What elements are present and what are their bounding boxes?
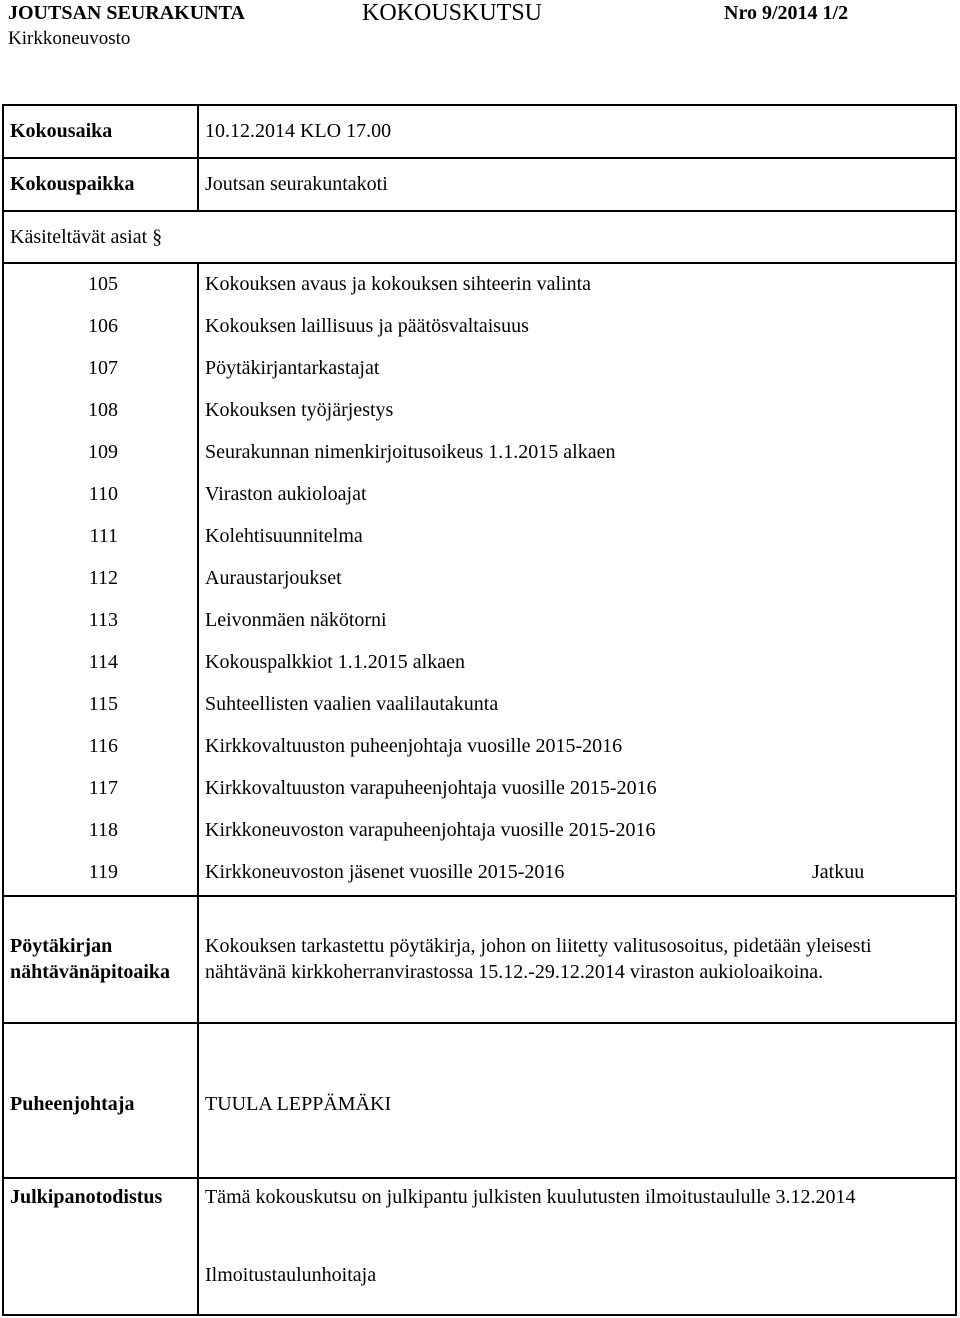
- column-divider: [197, 104, 199, 210]
- agenda-item-number: 114: [88, 651, 118, 673]
- row-divider: [2, 262, 957, 264]
- row-divider: [2, 157, 957, 159]
- agenda-item-text: Kirkkovaltuuston puheenjohtaja vuosille 2015-2016: [205, 735, 623, 757]
- agenda-item-number: 110: [88, 483, 118, 505]
- row-divider: [2, 210, 957, 212]
- chair-label: Puheenjohtaja: [10, 1093, 135, 1115]
- agenda-item-number: 107: [88, 357, 118, 379]
- meeting-time-label: Kokousaika: [10, 120, 113, 142]
- agenda-item-number: 117: [88, 777, 118, 799]
- agenda-item-number: 112: [88, 567, 118, 589]
- publication-signer: Ilmoitustaulunhoitaja: [205, 1264, 377, 1286]
- minutes-text: Kokouksen tarkastettu pöytäkirja, johon on liitetty valitusosoitus, pidetään yleisesti: [205, 935, 872, 957]
- document-header: [0, 0, 960, 60]
- agenda-item-text: Seurakunnan nimenkirjoitusoikeus 1.1.2015 alkaen: [205, 441, 616, 463]
- row-divider: [2, 1177, 957, 1179]
- agenda-item-text: Kokouksen työjärjestys: [205, 399, 394, 421]
- body-name: Kirkkoneuvosto: [8, 28, 131, 49]
- agenda-heading: Käsiteltävät asiat §: [10, 226, 163, 248]
- agenda-item-number: 108: [88, 399, 118, 421]
- document-title: KOKOUSKUTSU: [362, 0, 543, 26]
- agenda-item-text: Kirkkoneuvoston jäsenet vuosille 2015-2016: [205, 861, 565, 883]
- agenda-item-text: Kirkkovaltuuston varapuheenjohtaja vuosille 2015-2016: [205, 777, 657, 799]
- agenda-item-number: 106: [88, 315, 118, 337]
- agenda-item-text: Kokouksen laillisuus ja päätösvaltaisuus: [205, 315, 529, 337]
- row-divider: [2, 895, 957, 897]
- agenda-item-text: Kirkkoneuvoston varapuheenjohtaja vuosille 2015-2016: [205, 819, 656, 841]
- meeting-place-value: Joutsan seurakuntakoti: [205, 173, 388, 195]
- agenda-item-text: Kolehtisuunnitelma: [205, 525, 363, 547]
- minutes-label: nähtävänäpitoaika: [10, 961, 171, 983]
- document-number: Nro 9/2014 1/2: [724, 2, 849, 24]
- meeting-place-label: Kokouspaikka: [10, 173, 135, 195]
- agenda-item-number: 113: [88, 609, 118, 631]
- meeting-time-value: 10.12.2014 KLO 17.00: [205, 120, 392, 142]
- agenda-item-number: 115: [88, 693, 118, 715]
- agenda-item-text: Auraustarjoukset: [205, 567, 342, 589]
- publication-label: Julkipanotodistus: [10, 1186, 163, 1208]
- agenda-item-text: Suhteellisten vaalien vaalilautakunta: [205, 693, 499, 715]
- agenda-item-number: 116: [88, 735, 118, 757]
- agenda-item-text: Kokouksen avaus ja kokouksen sihteerin valinta: [205, 273, 592, 295]
- agenda-item-number: 118: [88, 819, 118, 841]
- agenda-item-text: Pöytäkirjantarkastajat: [205, 357, 380, 379]
- publication-text: Tämä kokouskutsu on julkipantu julkisten kuulutusten ilmoitustaululle 3.12.2014: [205, 1186, 856, 1208]
- agenda-item-text: Kokouspalkkiot 1.1.2015 alkaen: [205, 651, 465, 673]
- column-divider: [197, 262, 199, 1316]
- chair-name: TUULA LEPPÄMÄKI: [205, 1093, 392, 1115]
- agenda-item-number: 119: [88, 861, 118, 883]
- agenda-item-number: 111: [89, 525, 118, 547]
- agenda-item-number: 105: [88, 273, 118, 295]
- minutes-label: Pöytäkirjan: [10, 935, 113, 957]
- continues-note: Jatkuu: [812, 861, 865, 883]
- agenda-item-text: Viraston aukioloajat: [205, 483, 367, 505]
- minutes-text: nähtävänä kirkkoherranvirastossa 15.12.-29.12.2014 viraston aukioloaikoina.: [205, 961, 824, 983]
- agenda-item-text: Leivonmäen näkötorni: [205, 609, 387, 631]
- row-divider: [2, 1022, 957, 1024]
- organization-name: JOUTSAN SEURAKUNTA: [8, 2, 245, 24]
- agenda-item-number: 109: [88, 441, 118, 463]
